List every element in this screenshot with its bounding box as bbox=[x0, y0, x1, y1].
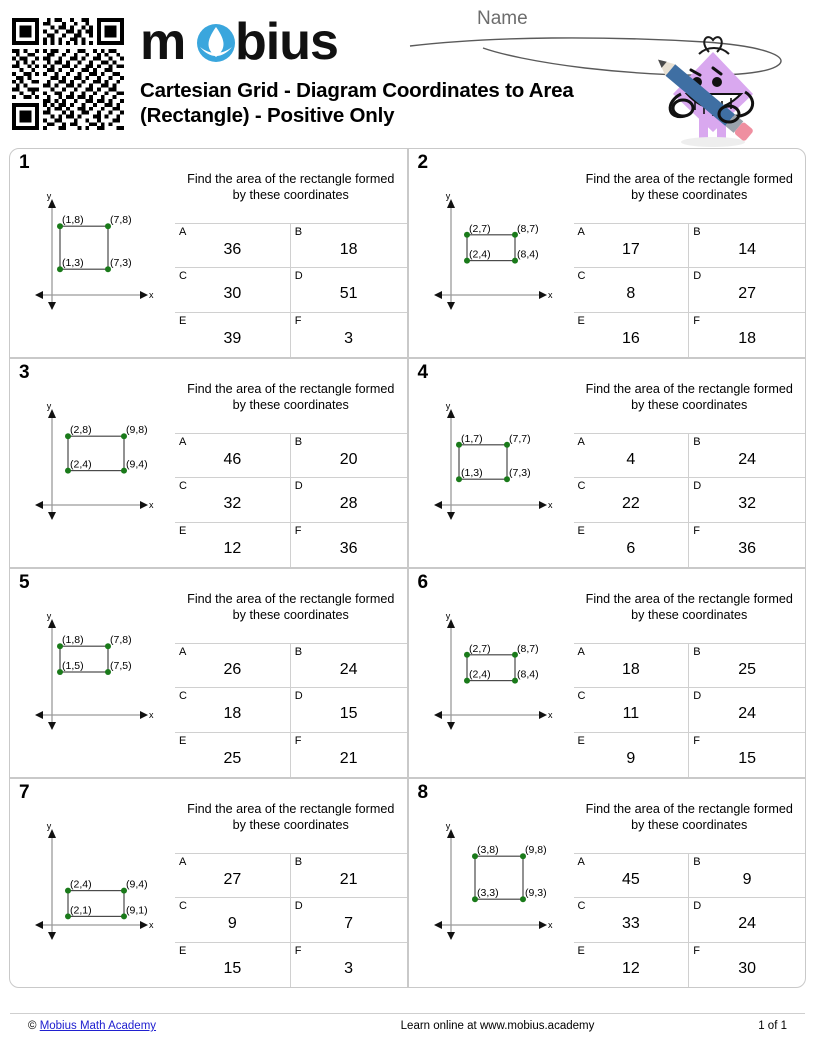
answer-option-a[interactable] bbox=[175, 854, 291, 898]
answer-value: 36 bbox=[339, 539, 358, 557]
question-and-answers bbox=[574, 779, 806, 987]
coordinate-diagram bbox=[409, 569, 574, 777]
question-prompt: Find the area of the rectangle formed by these coordinates bbox=[187, 592, 395, 622]
svg-text:(9,8): (9,8) bbox=[126, 424, 148, 437]
answer-letter: A bbox=[179, 856, 187, 868]
answer-option-b[interactable] bbox=[689, 224, 805, 268]
problem-card-1 bbox=[9, 148, 408, 358]
problem-number: 1 bbox=[19, 152, 30, 173]
problem-card-3 bbox=[9, 358, 408, 568]
answer-option-c[interactable] bbox=[175, 688, 291, 732]
answer-value: 3 bbox=[344, 959, 354, 977]
problem-card-4 bbox=[408, 358, 807, 568]
answer-value: 18 bbox=[223, 704, 242, 722]
svg-text:x: x bbox=[149, 920, 154, 930]
problem-number: 7 bbox=[19, 782, 30, 803]
question-and-answers bbox=[175, 779, 407, 987]
answer-letter: E bbox=[577, 524, 585, 537]
question-prompt: Find the area of the rectangle formed by these coordinates bbox=[187, 382, 395, 412]
question-and-answers bbox=[175, 569, 407, 777]
answer-letter: C bbox=[577, 900, 586, 913]
answer-options-table bbox=[175, 853, 407, 987]
answer-option-d[interactable] bbox=[291, 268, 407, 312]
answer-letter: E bbox=[179, 524, 187, 537]
svg-text:y: y bbox=[46, 191, 52, 201]
svg-text:x: x bbox=[547, 500, 552, 510]
svg-text:y: y bbox=[46, 821, 52, 831]
answer-value: 9 bbox=[227, 914, 237, 932]
answer-option-e[interactable] bbox=[175, 943, 291, 987]
svg-text:(2,4): (2,4) bbox=[70, 458, 92, 471]
answer-value: 30 bbox=[738, 959, 757, 977]
answer-letter: D bbox=[294, 480, 303, 493]
page-header bbox=[0, 0, 815, 148]
answer-option-b[interactable] bbox=[291, 434, 407, 478]
answer-letter: D bbox=[693, 900, 702, 913]
answer-option-c[interactable] bbox=[175, 478, 291, 522]
svg-text:y: y bbox=[445, 821, 450, 831]
answer-letter: E bbox=[179, 944, 187, 957]
answer-option-c[interactable] bbox=[574, 898, 690, 942]
answer-option-e[interactable] bbox=[574, 313, 690, 357]
answer-option-c[interactable] bbox=[574, 268, 690, 312]
answer-option-a[interactable] bbox=[175, 644, 291, 688]
svg-text:(2,7): (2,7) bbox=[468, 222, 491, 235]
svg-text:(1,5): (1,5) bbox=[62, 660, 84, 672]
answer-letter: D bbox=[294, 270, 303, 283]
answer-value: 8 bbox=[626, 284, 636, 302]
answer-letter: A bbox=[577, 436, 585, 448]
question-and-answers bbox=[574, 149, 806, 357]
answer-option-d[interactable] bbox=[291, 688, 407, 732]
svg-text:(3,8): (3,8) bbox=[476, 844, 499, 857]
answer-option-f[interactable] bbox=[689, 943, 805, 987]
svg-text:(7,3): (7,3) bbox=[508, 467, 531, 480]
answer-letter: C bbox=[577, 270, 586, 283]
mobius-logo bbox=[140, 14, 803, 72]
svg-text:x: x bbox=[149, 710, 154, 720]
answer-value: 45 bbox=[621, 870, 640, 888]
answer-value: 18 bbox=[339, 240, 358, 258]
brand-block bbox=[140, 8, 803, 128]
answer-letter: E bbox=[179, 314, 187, 327]
problem-card-8 bbox=[408, 778, 807, 988]
name-label: Name bbox=[477, 8, 528, 29]
answer-letter: A bbox=[179, 646, 187, 658]
answer-option-b[interactable] bbox=[689, 644, 805, 688]
svg-text:(8,7): (8,7) bbox=[516, 642, 539, 655]
mobius-math-academy-link[interactable]: Mobius Math Academy bbox=[39, 1020, 157, 1032]
svg-text:(9,4): (9,4) bbox=[126, 878, 148, 891]
answer-option-a[interactable] bbox=[175, 434, 291, 478]
answer-value: 6 bbox=[626, 539, 636, 557]
answer-value: 21 bbox=[339, 870, 358, 888]
svg-text:x: x bbox=[149, 290, 154, 300]
answer-letter: E bbox=[577, 944, 585, 957]
svg-text:y: y bbox=[46, 401, 52, 411]
worksheet-body bbox=[0, 148, 815, 988]
answer-value: 9 bbox=[742, 870, 752, 888]
answer-value: 16 bbox=[621, 329, 640, 347]
answer-letter: B bbox=[294, 646, 303, 658]
svg-text:(2,4): (2,4) bbox=[70, 878, 92, 891]
answer-option-f[interactable] bbox=[291, 313, 407, 357]
svg-text:(1,8): (1,8) bbox=[62, 634, 84, 647]
question-prompt: Find the area of the rectangle formed by these coordinates bbox=[187, 802, 395, 832]
answer-letter: F bbox=[294, 314, 302, 327]
question-prompt: Find the area of the rectangle formed by these coordinates bbox=[585, 382, 793, 412]
answer-value: 9 bbox=[626, 749, 636, 767]
answer-letter: C bbox=[179, 480, 187, 493]
question-prompt: Find the area of the rectangle formed by these coordinates bbox=[585, 172, 793, 202]
answer-option-a[interactable] bbox=[175, 224, 291, 268]
svg-text:x: x bbox=[149, 500, 154, 510]
answer-option-c[interactable] bbox=[175, 898, 291, 942]
answer-options-table bbox=[175, 643, 407, 777]
svg-text:(8,4): (8,4) bbox=[516, 248, 539, 261]
answer-value: 27 bbox=[223, 870, 242, 888]
answer-letter: F bbox=[294, 524, 302, 537]
coordinate-diagram bbox=[10, 149, 175, 357]
svg-text:(9,4): (9,4) bbox=[126, 458, 148, 471]
svg-text:(2,8): (2,8) bbox=[70, 424, 92, 437]
answer-option-c[interactable] bbox=[574, 688, 690, 732]
answer-letter: B bbox=[693, 226, 701, 238]
answer-letter: B bbox=[693, 646, 701, 658]
qr-code-icon bbox=[12, 18, 124, 130]
svg-text:(7,7): (7,7) bbox=[508, 432, 531, 445]
problem-number: 5 bbox=[19, 572, 30, 593]
footer-page-number: 1 of 1 bbox=[758, 1020, 787, 1032]
answer-option-e[interactable] bbox=[175, 733, 291, 777]
answer-value: 15 bbox=[223, 959, 242, 977]
answer-options-table bbox=[175, 433, 407, 567]
answer-option-b[interactable] bbox=[291, 224, 407, 268]
coordinate-diagram bbox=[409, 149, 574, 357]
answer-option-d[interactable] bbox=[291, 478, 407, 522]
answer-option-c[interactable] bbox=[175, 268, 291, 312]
svg-text:x: x bbox=[547, 920, 552, 930]
answer-option-d[interactable] bbox=[689, 688, 805, 732]
answer-value: 27 bbox=[738, 284, 757, 302]
answer-letter: F bbox=[294, 734, 302, 747]
answer-value: 46 bbox=[223, 450, 242, 468]
answer-letter: D bbox=[693, 480, 702, 493]
answer-letter: D bbox=[294, 900, 303, 913]
svg-text:(3,3): (3,3) bbox=[476, 887, 499, 900]
answer-option-c[interactable] bbox=[574, 478, 690, 522]
answer-value: 15 bbox=[738, 749, 757, 767]
answer-value: 24 bbox=[339, 660, 358, 678]
answer-value: 4 bbox=[626, 450, 636, 468]
svg-text:(9,3): (9,3) bbox=[524, 887, 547, 900]
answer-value: 12 bbox=[621, 959, 640, 977]
answer-options-table bbox=[574, 853, 806, 987]
question-prompt: Find the area of the rectangle formed by these coordinates bbox=[585, 592, 793, 622]
question-and-answers bbox=[574, 359, 806, 567]
answer-letter: A bbox=[577, 646, 585, 658]
answer-value: 24 bbox=[738, 450, 757, 468]
answer-option-f[interactable] bbox=[291, 943, 407, 987]
svg-text:(2,1): (2,1) bbox=[70, 904, 92, 917]
answer-letter: F bbox=[294, 944, 302, 957]
svg-text:(8,4): (8,4) bbox=[516, 668, 539, 681]
answer-options-table bbox=[574, 643, 806, 777]
footer-learn-online: Learn online at www.mobius.academy bbox=[400, 1020, 595, 1032]
answer-option-e[interactable] bbox=[175, 523, 291, 567]
footer-divider bbox=[10, 1013, 805, 1014]
answer-value: 28 bbox=[339, 494, 358, 512]
answer-option-e[interactable] bbox=[574, 733, 690, 777]
answer-letter: E bbox=[577, 314, 585, 327]
answer-letter: C bbox=[179, 690, 187, 703]
answer-options-table bbox=[574, 223, 806, 357]
answer-value: 33 bbox=[621, 914, 640, 932]
problem-card-5 bbox=[9, 568, 408, 778]
question-and-answers bbox=[175, 149, 407, 357]
coordinate-diagram bbox=[409, 779, 574, 987]
answer-value: 36 bbox=[738, 539, 757, 557]
answer-value: 51 bbox=[339, 284, 358, 302]
page-footer bbox=[0, 1016, 815, 1036]
answer-letter: A bbox=[179, 226, 187, 238]
footer-copyright bbox=[28, 1020, 328, 1032]
svg-text:(7,3): (7,3) bbox=[110, 257, 132, 270]
svg-text:(1,3): (1,3) bbox=[62, 257, 84, 270]
answer-option-d[interactable] bbox=[689, 478, 805, 522]
answer-option-f[interactable] bbox=[689, 313, 805, 357]
answer-letter: A bbox=[577, 226, 585, 238]
answer-option-b[interactable] bbox=[689, 434, 805, 478]
answer-letter: C bbox=[577, 690, 586, 703]
problem-card-7 bbox=[9, 778, 408, 988]
answer-option-f[interactable] bbox=[689, 733, 805, 777]
answer-value: 32 bbox=[738, 494, 757, 512]
problem-number: 3 bbox=[19, 362, 30, 383]
svg-text:(2,7): (2,7) bbox=[468, 642, 491, 655]
svg-text:(7,8): (7,8) bbox=[110, 214, 132, 227]
problem-card-2 bbox=[408, 148, 807, 358]
answer-value: 14 bbox=[738, 240, 757, 258]
answer-option-a[interactable] bbox=[574, 434, 690, 478]
answer-option-a[interactable] bbox=[574, 854, 690, 898]
answer-value: 25 bbox=[738, 660, 757, 678]
answer-option-d[interactable] bbox=[291, 898, 407, 942]
answer-value: 32 bbox=[223, 494, 242, 512]
svg-text:(2,4): (2,4) bbox=[468, 668, 491, 681]
svg-text:(7,8): (7,8) bbox=[110, 634, 132, 647]
page-title: Cartesian Grid - Diagram Coordinates to Area (Rectangle) - Positive Only bbox=[140, 79, 574, 127]
answer-letter: B bbox=[294, 436, 303, 448]
svg-text:y: y bbox=[445, 401, 450, 411]
coordinate-diagram bbox=[10, 359, 175, 567]
answer-option-e[interactable] bbox=[175, 313, 291, 357]
problem-number: 6 bbox=[417, 572, 429, 593]
answer-letter: F bbox=[693, 734, 700, 747]
answer-letter: F bbox=[693, 314, 700, 327]
answer-letter: E bbox=[179, 734, 187, 747]
answer-letter: C bbox=[179, 900, 187, 913]
question-and-answers bbox=[175, 359, 407, 567]
answer-option-d[interactable] bbox=[689, 268, 805, 312]
answer-letter: A bbox=[577, 856, 585, 868]
coordinate-diagram bbox=[10, 779, 175, 987]
svg-text:x: x bbox=[547, 290, 552, 300]
answer-option-b[interactable] bbox=[689, 854, 805, 898]
answer-value: 21 bbox=[339, 749, 358, 767]
coordinate-diagram bbox=[10, 569, 175, 777]
answer-letter: B bbox=[693, 436, 701, 448]
answer-value: 26 bbox=[223, 660, 242, 678]
answer-value: 11 bbox=[622, 704, 640, 722]
answer-option-b[interactable] bbox=[291, 644, 407, 688]
answer-value: 22 bbox=[621, 494, 640, 512]
answer-letter: D bbox=[693, 690, 702, 703]
svg-text:(9,8): (9,8) bbox=[524, 844, 547, 857]
answer-option-f[interactable] bbox=[291, 733, 407, 777]
answer-option-f[interactable] bbox=[291, 523, 407, 567]
svg-text:y: y bbox=[445, 611, 450, 621]
answer-value: 30 bbox=[223, 284, 242, 302]
answer-option-e[interactable] bbox=[574, 523, 690, 567]
answer-letter: F bbox=[693, 944, 700, 957]
svg-text:(1,3): (1,3) bbox=[460, 467, 483, 480]
answer-option-d[interactable] bbox=[689, 898, 805, 942]
svg-text:(9,1): (9,1) bbox=[126, 904, 148, 917]
answer-option-a[interactable] bbox=[574, 644, 690, 688]
svg-text:(7,5): (7,5) bbox=[110, 660, 132, 672]
answer-value: 24 bbox=[738, 704, 757, 722]
answer-letter: A bbox=[179, 436, 187, 448]
answer-letter: B bbox=[693, 856, 701, 868]
answer-letter: F bbox=[693, 524, 700, 537]
answer-letter: B bbox=[294, 226, 303, 238]
svg-text:m: m bbox=[140, 15, 186, 71]
answer-value: 20 bbox=[339, 450, 358, 468]
answer-option-a[interactable] bbox=[574, 224, 690, 268]
answer-value: 36 bbox=[223, 240, 242, 258]
answer-value: 18 bbox=[738, 329, 757, 347]
answer-letter: E bbox=[577, 734, 585, 747]
problem-number: 4 bbox=[417, 362, 429, 383]
answer-option-f[interactable] bbox=[689, 523, 805, 567]
answer-value: 18 bbox=[621, 660, 640, 678]
answer-value: 24 bbox=[738, 914, 757, 932]
answer-value: 15 bbox=[339, 704, 358, 722]
svg-text:(8,7): (8,7) bbox=[516, 222, 539, 235]
answer-value: 39 bbox=[223, 329, 242, 347]
problem-number: 8 bbox=[417, 782, 429, 803]
question-prompt: Find the area of the rectangle formed by these coordinates bbox=[187, 172, 395, 202]
answer-letter: C bbox=[179, 270, 187, 283]
answer-options-table bbox=[574, 433, 806, 567]
answer-letter: D bbox=[294, 690, 303, 703]
svg-text:(1,7): (1,7) bbox=[460, 432, 483, 445]
answer-value: 12 bbox=[223, 539, 242, 557]
answer-value: 17 bbox=[621, 240, 640, 258]
answer-options-table bbox=[175, 223, 407, 357]
answer-letter: D bbox=[693, 270, 702, 283]
svg-text:bius: bius bbox=[235, 15, 338, 71]
answer-value: 7 bbox=[344, 914, 354, 932]
problem-number: 2 bbox=[417, 152, 429, 173]
coordinate-diagram bbox=[409, 359, 574, 567]
svg-text:x: x bbox=[547, 710, 552, 720]
answer-letter: B bbox=[294, 856, 303, 868]
svg-text:y: y bbox=[445, 191, 450, 201]
answer-value: 25 bbox=[223, 749, 242, 767]
answer-value: 3 bbox=[344, 329, 354, 347]
answer-letter: C bbox=[577, 480, 586, 493]
problem-grid bbox=[9, 148, 806, 988]
answer-option-b[interactable] bbox=[291, 854, 407, 898]
question-and-answers bbox=[574, 569, 806, 777]
copyright-symbol: © bbox=[28, 1020, 37, 1032]
answer-option-e[interactable] bbox=[574, 943, 690, 987]
problem-card-6 bbox=[408, 568, 807, 778]
svg-text:(1,8): (1,8) bbox=[62, 214, 84, 227]
svg-text:(2,4): (2,4) bbox=[468, 248, 491, 261]
svg-text:y: y bbox=[46, 611, 52, 621]
question-prompt: Find the area of the rectangle formed by these coordinates bbox=[585, 802, 793, 832]
